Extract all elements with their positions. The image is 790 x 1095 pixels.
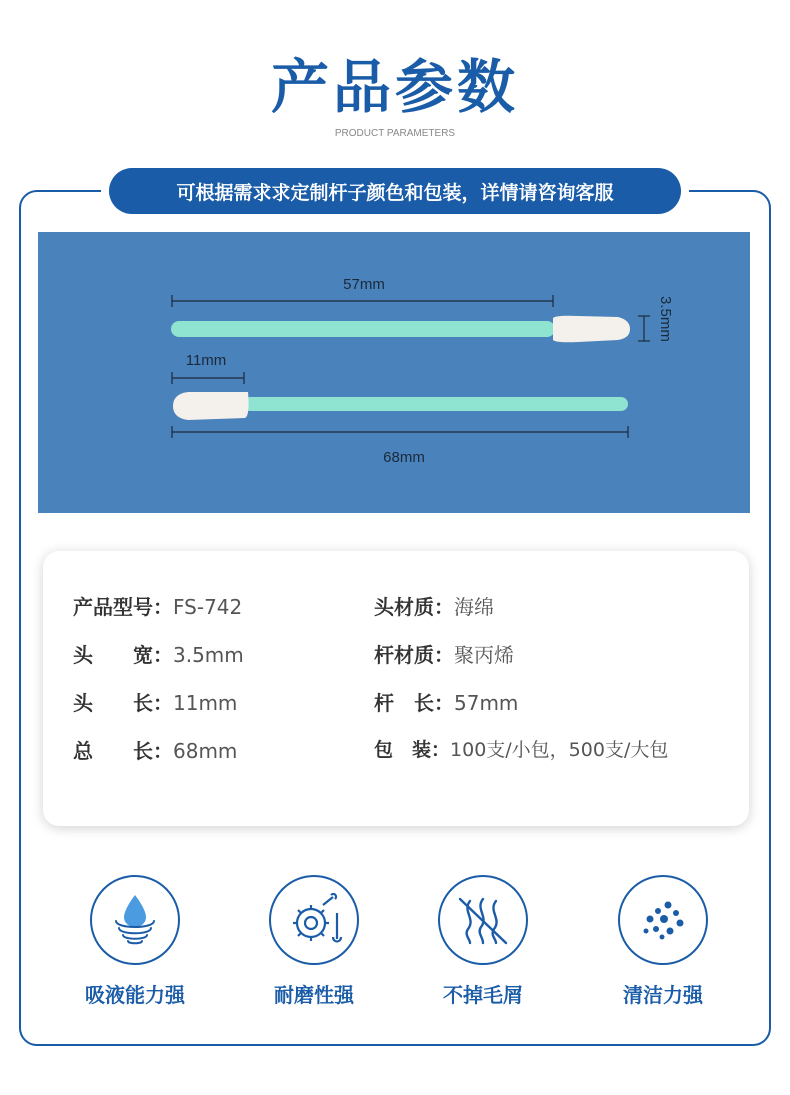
feature-wear-resistance [239,875,389,1008]
spec-head-material-value: 海绵 [454,595,494,619]
clean-dots-icon [618,875,708,965]
feature-label: 吸液能力强 [85,983,185,1007]
no-lint-icon [438,875,528,965]
spec-model-value: FS-742 [173,595,243,619]
total-length-label: 68mm [383,449,425,466]
customization-banner: 可根据需求求定制杆子颜色和包装，详情请咨询客服 [109,168,681,214]
spec-stick-material-value: 聚丙烯 [454,643,514,667]
spec-stick-length-value: 57mm [454,691,519,715]
swab-bottom [173,392,628,420]
spec-packaging [374,735,668,762]
feature-label: 不掉毛屑 [443,983,523,1007]
spec-stick-length-label: 杆 长： [374,691,454,715]
liquid-drop-icon [90,875,180,965]
spec-head-material [374,591,494,620]
feature-label: 耐磨性强 [274,983,354,1007]
spec-total-length-label: 总 长： [73,739,173,763]
spec-card [43,551,749,826]
feature-lint-free [408,875,558,1008]
dimension-line-head-width [638,316,650,341]
spec-model [73,591,242,620]
page-subtitle: PRODUCT PARAMETERS [334,128,456,139]
spec-head-width [73,639,244,668]
spec-total-length [73,735,237,764]
spec-head-width-label: 头 宽： [73,643,173,667]
dimension-line-total [172,426,628,438]
spec-head-material-label: 头材质： [374,595,454,619]
spec-packaging-value: 100支/小包，500支/大包 [450,739,669,761]
spec-stick-material [374,639,514,668]
spec-total-length-value: 68mm [173,739,238,763]
spec-head-length-label: 头 长： [73,691,173,715]
spec-packaging-label: 包 装： [374,739,451,761]
product-photo [38,232,750,513]
spec-stick-material-label: 杆材质： [374,643,454,667]
swab-diagram [38,232,750,513]
spec-head-width-value: 3.5mm [173,643,244,667]
dimension-line-head-length [172,372,244,384]
head-length-label: 11mm [185,352,227,369]
spec-head-length [73,687,237,716]
swab-top [171,316,630,343]
feature-label: 清洁力强 [623,983,703,1007]
feature-cleaning-power [588,875,738,1008]
dimension-line-stick [172,295,553,307]
stick-length-label: 57mm [343,276,385,293]
gear-wear-icon [269,875,359,965]
spec-head-length-value: 11mm [173,691,238,715]
spec-model-label: 产品型号： [73,595,173,619]
feature-absorbency [60,875,210,1008]
page-title: 产品参数 [270,53,519,121]
spec-stick-length [374,687,518,716]
head-width-label: 3.5mm [657,296,674,342]
